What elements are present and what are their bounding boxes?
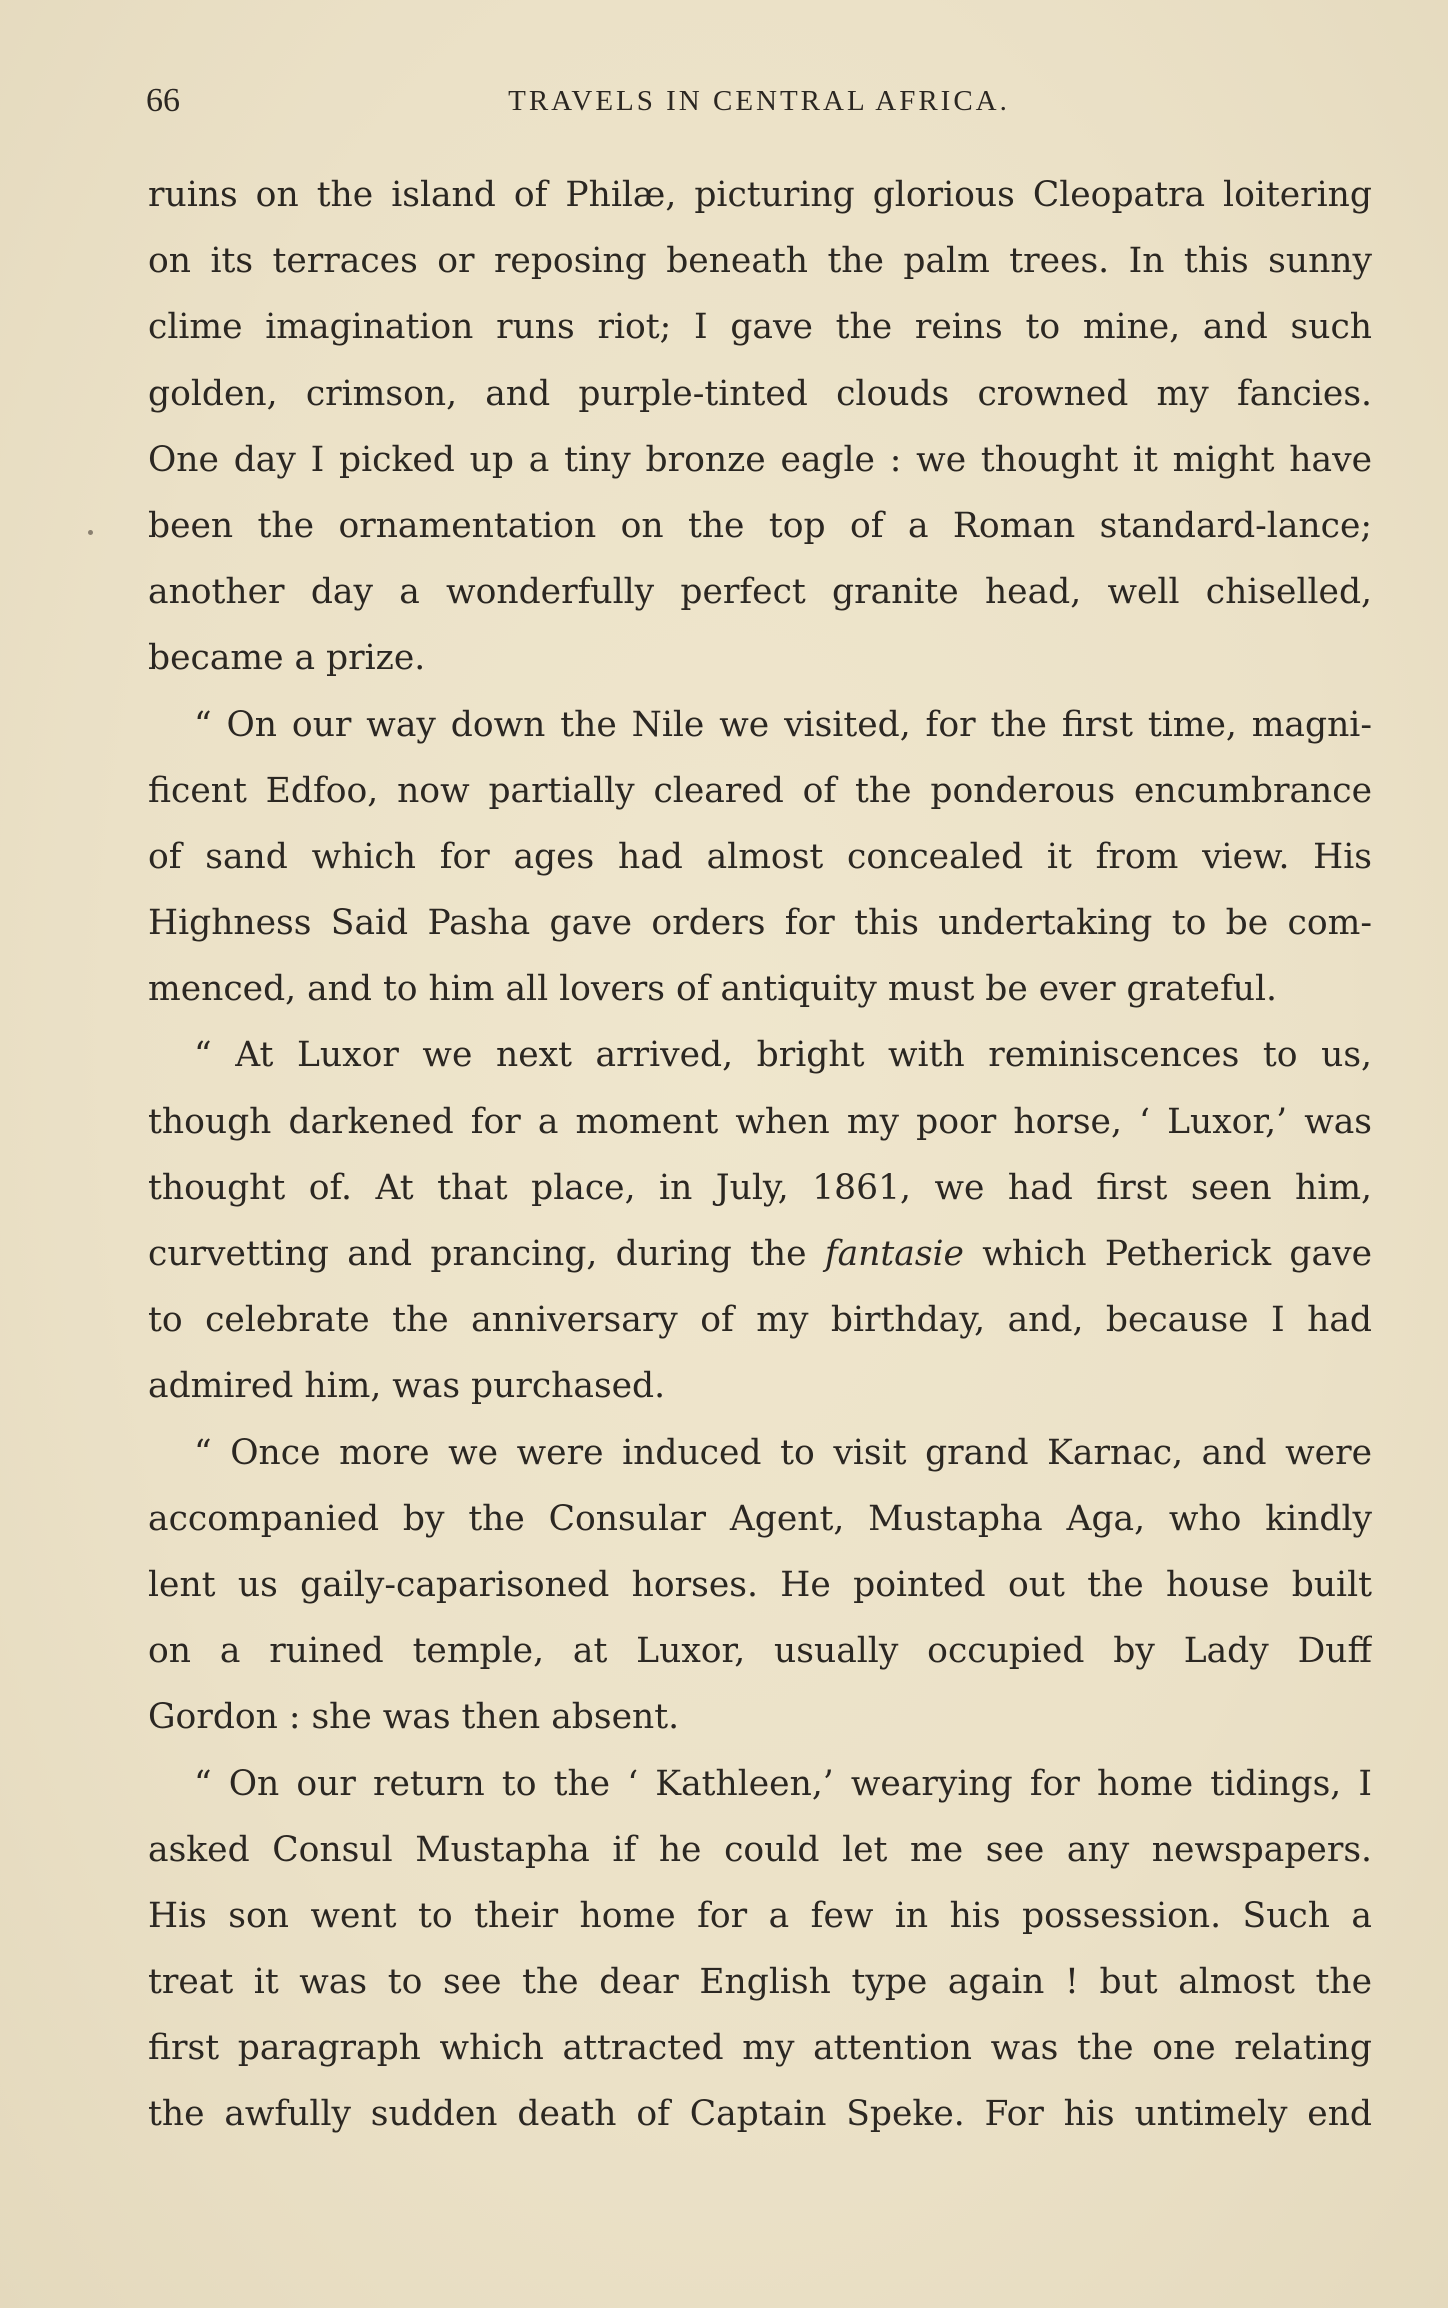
paragraph-last-line: Gordon : she was then absent. [148, 1697, 680, 1738]
text-line: on its terraces or reposing beneath the palm trees. In this sunny [148, 241, 1372, 282]
text-line: ruins on the island of Philæ, picturing glorious Cleopatra loitering [148, 175, 1372, 215]
text-line: asked Consul Mustapha if he could let me see any newspapers. [148, 1829, 1372, 1870]
text-line: been the ornamentation on the top of a Roman standard-lance; [148, 505, 1372, 546]
text-segment: curvetting and prancing, during the [148, 1234, 825, 1274]
text-line: lent us gaily-caparisoned horses. He pointed out the house built [148, 1564, 1372, 1605]
paragraph-first-line: “ On our return to the ‘ Kathleen,’ wearying for home tidings, I [194, 1763, 1372, 1804]
paragraph-last-line: admired him, was purchased. [148, 1366, 666, 1407]
text-line: of sand which for ages had almost concealed it from view. His [148, 836, 1372, 877]
paragraph-first-line: “ On our way down the Nile we visited, for the first time, magni- [194, 704, 1372, 745]
text-line: first paragraph which attracted my attention was the one relating [148, 2028, 1372, 2069]
paragraph-first-line: “ At Luxor we next arrived, bright with reminiscences to us, [194, 1035, 1372, 1076]
page-number: 66 [146, 82, 180, 119]
body-text [148, 162, 1372, 2148]
italic-word: fantasie [824, 1234, 964, 1274]
text-line: ficent Edfoo, now partially cleared of the ponderous encumbrance [148, 770, 1372, 811]
text-line: thought of. At that place, in July, 1861, we had first seen him, [148, 1167, 1372, 1208]
text-line: accompanied by the Consular Agent, Mustapha Aga, who kindly [148, 1498, 1372, 1539]
margin-speck [88, 530, 93, 535]
text-line: Highness Said Pasha gave orders for this undertaking to be com- [148, 903, 1372, 944]
running-title: TRAVELS IN CENTRAL AFRICA. [508, 85, 1010, 117]
text-line: to celebrate the anniversary of my birthday, and, because I had [148, 1300, 1372, 1341]
text-line: treat it was to see the dear English type again ! but almost the [148, 1962, 1372, 2003]
text-line: golden, crimson, and purple-tinted clouds crowned my fancies. [148, 373, 1372, 414]
paragraph-first-line: “ Once more we were induced to visit grand Karnac, and were [194, 1432, 1372, 1473]
text-line: another day a wonderfully perfect granite head, well chiselled, [148, 572, 1372, 613]
text-line-with-italic [148, 1221, 1372, 1287]
text-line: His son went to their home for a few in his possession. Such a [148, 1895, 1372, 1936]
text-line: clime imagination runs riot; I gave the reins to mine, and such [148, 307, 1372, 348]
running-head [146, 82, 1372, 122]
paragraph-last-line: became a prize. [148, 638, 426, 679]
text-segment: which Petherick gave [963, 1234, 1372, 1274]
text-line: One day I picked up a tiny bronze eagle : we thought it might have [148, 439, 1372, 480]
paragraph-last-line: menced, and to him all lovers of antiquity must be ever grateful. [148, 969, 1277, 1010]
text-line: the awfully sudden death of Captain Speke. For his untimely end [148, 2094, 1372, 2135]
text-line: though darkened for a moment when my poor horse, ‘ Luxor,’ was [148, 1101, 1372, 1142]
text-line: on a ruined temple, at Luxor, usually occupied by Lady Duff [148, 1631, 1372, 1672]
